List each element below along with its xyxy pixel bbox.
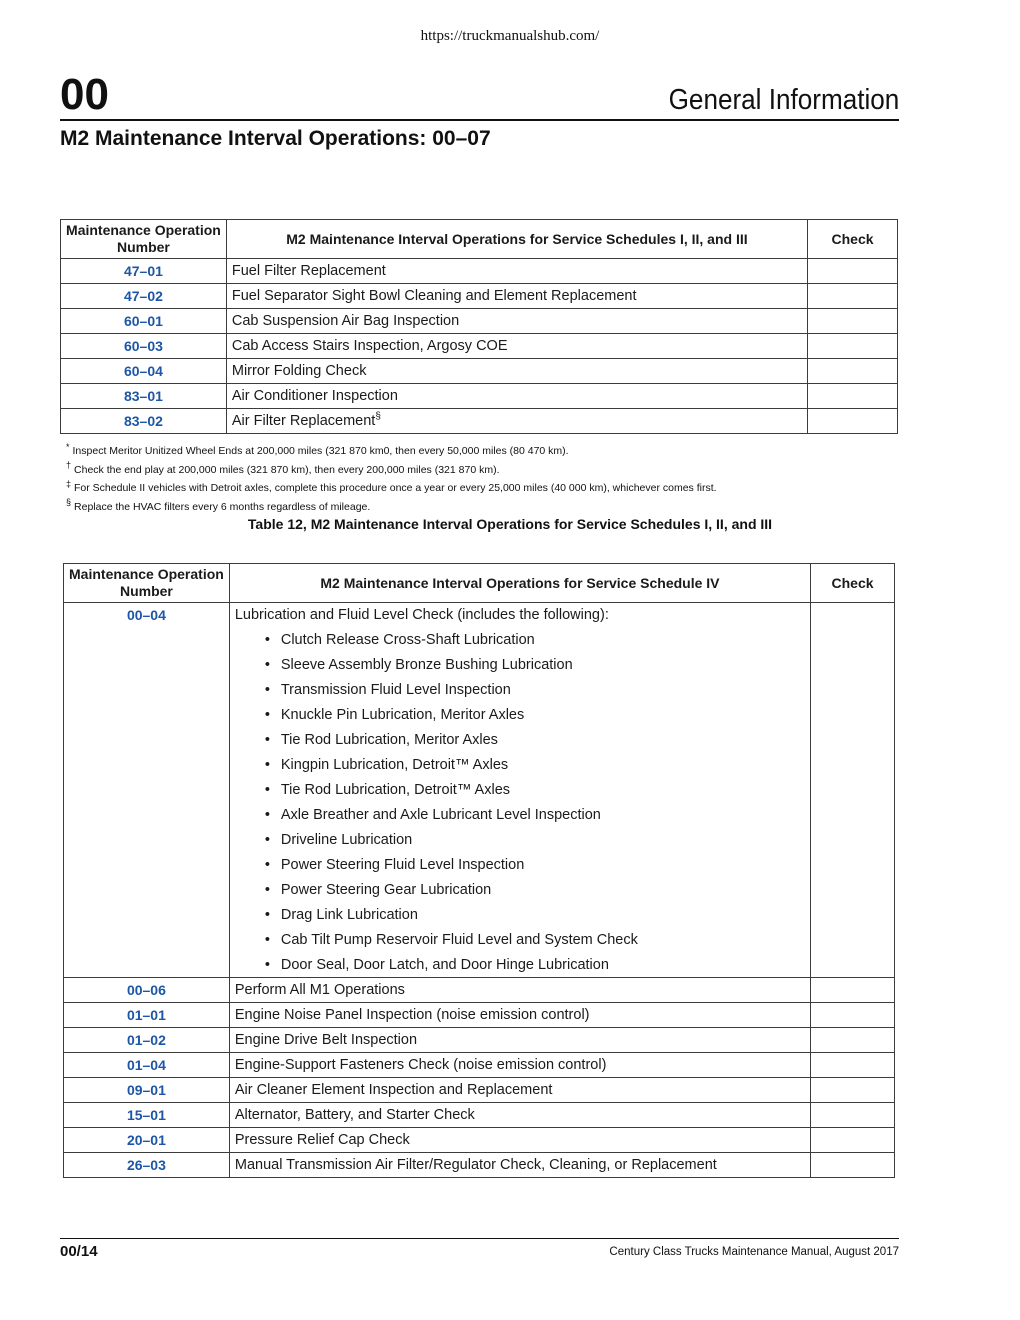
- operation-description: [229, 1028, 810, 1053]
- operation-description-text: Lubrication and Fluid Level Check (includes the following):: [234, 607, 609, 623]
- table-row: [64, 1028, 895, 1053]
- footnote-text: Inspect Meritor Unitized Wheel Ends at 200,000 miles (321 870 km0, then every 50,000 miles (80 470 km).: [72, 445, 569, 457]
- operation-number-link[interactable]: 60–03: [61, 334, 227, 359]
- check-cell[interactable]: [811, 1103, 895, 1128]
- operation-number-link[interactable]: 01–01: [64, 1003, 230, 1028]
- column-header-operations: M2 Maintenance Interval Operations for Service Schedule IV: [229, 564, 810, 603]
- list-item: • Tie Rod Lubrication, Meritor Axles: [265, 730, 805, 750]
- footnote-marker: †: [66, 460, 72, 470]
- operation-description: [226, 259, 807, 284]
- operation-description-text: Alternator, Battery, and Starter Check: [234, 1107, 475, 1123]
- operation-description: [229, 1128, 810, 1153]
- table-row: [64, 1078, 895, 1103]
- operation-number-link[interactable]: 00–06: [64, 978, 230, 1003]
- footnote-marker: *: [66, 441, 70, 452]
- header-rule: [60, 119, 899, 121]
- operation-description: [229, 1053, 810, 1078]
- operation-number-link[interactable]: 09–01: [64, 1078, 230, 1103]
- included-operations-list: [235, 630, 805, 975]
- table-row: [64, 1053, 895, 1078]
- operation-description: [226, 284, 807, 309]
- table-row: [64, 603, 895, 978]
- check-cell[interactable]: [811, 978, 895, 1003]
- section-title: General Information: [668, 84, 899, 116]
- footnote-text: Replace the HVAC filters every 6 months regardless of mileage.: [74, 500, 371, 513]
- table-row: [61, 409, 898, 434]
- check-cell[interactable]: [811, 1028, 895, 1053]
- operation-number-link[interactable]: 00–04: [64, 603, 230, 978]
- operation-number-link[interactable]: 60–01: [61, 309, 227, 334]
- operation-number-link[interactable]: 01–04: [64, 1053, 230, 1078]
- column-header-operation-number: Maintenance Operation Number: [64, 564, 230, 603]
- check-cell[interactable]: [808, 334, 898, 359]
- check-cell[interactable]: [811, 1053, 895, 1078]
- check-cell[interactable]: [808, 284, 898, 309]
- table-row: [61, 334, 898, 359]
- operation-description-text: Manual Transmission Air Filter/Regulator Check, Cleaning, or Replacement: [234, 1157, 717, 1173]
- table-row: [61, 384, 898, 409]
- operation-description: [226, 309, 807, 334]
- footnote: [66, 442, 717, 461]
- operation-description: [226, 334, 807, 359]
- list-item: • Knuckle Pin Lubrication, Meritor Axles: [265, 705, 805, 725]
- manual-title: Century Class Trucks Maintenance Manual, August 2017: [609, 1246, 899, 1258]
- operation-description: [229, 603, 810, 978]
- operation-description-text: Fuel Filter Replacement: [231, 263, 386, 279]
- list-item: • Drag Link Lubrication: [265, 905, 805, 925]
- source-url[interactable]: https://truckmanualshub.com/: [420, 28, 600, 44]
- column-header-operations: M2 Maintenance Interval Operations for Service Schedules I, II, and III: [226, 220, 807, 259]
- footer-rule: [60, 1238, 899, 1239]
- table-caption: Table 12, M2 Maintenance Interval Operations for Service Schedules I, II, and III: [247, 516, 773, 532]
- operation-description: [229, 978, 810, 1003]
- operation-description-text: Air Cleaner Element Inspection and Replacement: [234, 1082, 553, 1098]
- list-item: • Door Seal, Door Latch, and Door Hinge Lubrication: [265, 955, 805, 975]
- column-header-check: Check: [808, 220, 898, 259]
- table-row: [61, 359, 898, 384]
- check-cell[interactable]: [808, 259, 898, 284]
- check-cell[interactable]: [811, 1153, 895, 1178]
- footnote-text: Check the end play at 200,000 miles (321 870 km), then every 200,000 miles (321 870 km).: [74, 463, 500, 476]
- operation-description: [229, 1103, 810, 1128]
- list-item: • Power Steering Fluid Level Inspection: [265, 855, 805, 875]
- operation-description-text: Cab Suspension Air Bag Inspection: [231, 313, 460, 329]
- operation-number-link[interactable]: 60–04: [61, 359, 227, 384]
- column-header-check: Check: [811, 564, 895, 603]
- footnote: [66, 479, 717, 498]
- list-item: • Clutch Release Cross-Shaft Lubrication: [265, 630, 805, 650]
- operation-number-link[interactable]: 47–02: [61, 284, 227, 309]
- check-cell[interactable]: [811, 1128, 895, 1153]
- operation-description-text: Cab Access Stairs Inspection, Argosy COE: [231, 338, 508, 354]
- schedule-1-3-table: [60, 219, 898, 434]
- footnote: [66, 461, 717, 480]
- operation-number-link[interactable]: 01–02: [64, 1028, 230, 1053]
- table-footnotes: [66, 442, 717, 516]
- table-body: [61, 259, 898, 434]
- operation-description-text: Air Filter Replacement: [231, 413, 376, 429]
- table-header-row: [61, 220, 898, 259]
- list-item: • Axle Breather and Axle Lubricant Level Inspection: [265, 805, 805, 825]
- operation-description-text: Perform All M1 Operations: [234, 982, 405, 998]
- table-row: [61, 309, 898, 334]
- operation-description: [229, 1153, 810, 1178]
- check-cell[interactable]: [811, 603, 895, 978]
- operation-description-text: Engine-Support Fasteners Check (noise emission control): [234, 1057, 607, 1073]
- list-item: • Tie Rod Lubrication, Detroit™ Axles: [265, 780, 805, 800]
- table-row: [64, 1153, 895, 1178]
- check-cell[interactable]: [808, 309, 898, 334]
- list-item: • Sleeve Assembly Bronze Bushing Lubrication: [265, 655, 805, 675]
- operation-description: [226, 384, 807, 409]
- column-header-operation-number: Maintenance Operation Number: [61, 220, 227, 259]
- operation-description: [229, 1078, 810, 1103]
- operation-description-text: Engine Noise Panel Inspection (noise emission control): [234, 1007, 590, 1023]
- table-row: [64, 1128, 895, 1153]
- operation-description: [226, 359, 807, 384]
- table-header-row: [64, 564, 895, 603]
- check-cell[interactable]: [808, 359, 898, 384]
- footnote-marker: ‡: [66, 478, 72, 489]
- table-row: [61, 284, 898, 309]
- operation-description: [229, 1003, 810, 1028]
- section-number: 00: [60, 70, 109, 119]
- operation-description-text: Air Conditioner Inspection: [231, 388, 398, 404]
- table-row: [64, 1103, 895, 1128]
- list-item: • Cab Tilt Pump Reservoir Fluid Level and System Check: [265, 930, 805, 950]
- operation-number-link[interactable]: 26–03: [64, 1153, 230, 1178]
- footnote-reference: §: [375, 411, 381, 423]
- page-heading: M2 Maintenance Interval Operations: 00–07: [60, 127, 491, 150]
- operation-description-text: Mirror Folding Check: [231, 363, 367, 379]
- footnote-text: For Schedule II vehicles with Detroit axles, complete this procedure once a year or every 25,000 miles (40 000 km), whichever comes first.: [74, 482, 717, 494]
- operation-description-text: Fuel Separator Sight Bowl Cleaning and Element Replacement: [231, 288, 637, 304]
- list-item: • Driveline Lubrication: [265, 830, 805, 850]
- list-item: • Kingpin Lubrication, Detroit™ Axles: [265, 755, 805, 775]
- schedule-4-table: [63, 563, 895, 1178]
- operation-description: [226, 409, 807, 434]
- table-body: [64, 603, 895, 1178]
- list-item: • Power Steering Gear Lubrication: [265, 880, 805, 900]
- table-row: [64, 1003, 895, 1028]
- operation-number-link[interactable]: 47–01: [61, 259, 227, 284]
- operation-number-link[interactable]: 83–02: [61, 409, 227, 434]
- page-number: 00/14: [60, 1243, 98, 1260]
- operation-number-link[interactable]: 20–01: [64, 1128, 230, 1153]
- footnote: [66, 498, 717, 517]
- operation-number-link[interactable]: 83–01: [61, 384, 227, 409]
- check-cell[interactable]: [811, 1078, 895, 1103]
- footnote-marker: §: [66, 497, 72, 507]
- check-cell[interactable]: [811, 1003, 895, 1028]
- table-row: [61, 259, 898, 284]
- check-cell[interactable]: [808, 409, 898, 434]
- operation-description-text: Pressure Relief Cap Check: [234, 1132, 410, 1148]
- operation-number-link[interactable]: 15–01: [64, 1103, 230, 1128]
- list-item: • Transmission Fluid Level Inspection: [265, 680, 805, 700]
- check-cell[interactable]: [808, 384, 898, 409]
- operation-description-text: Engine Drive Belt Inspection: [234, 1032, 418, 1048]
- table-row: [64, 978, 895, 1003]
